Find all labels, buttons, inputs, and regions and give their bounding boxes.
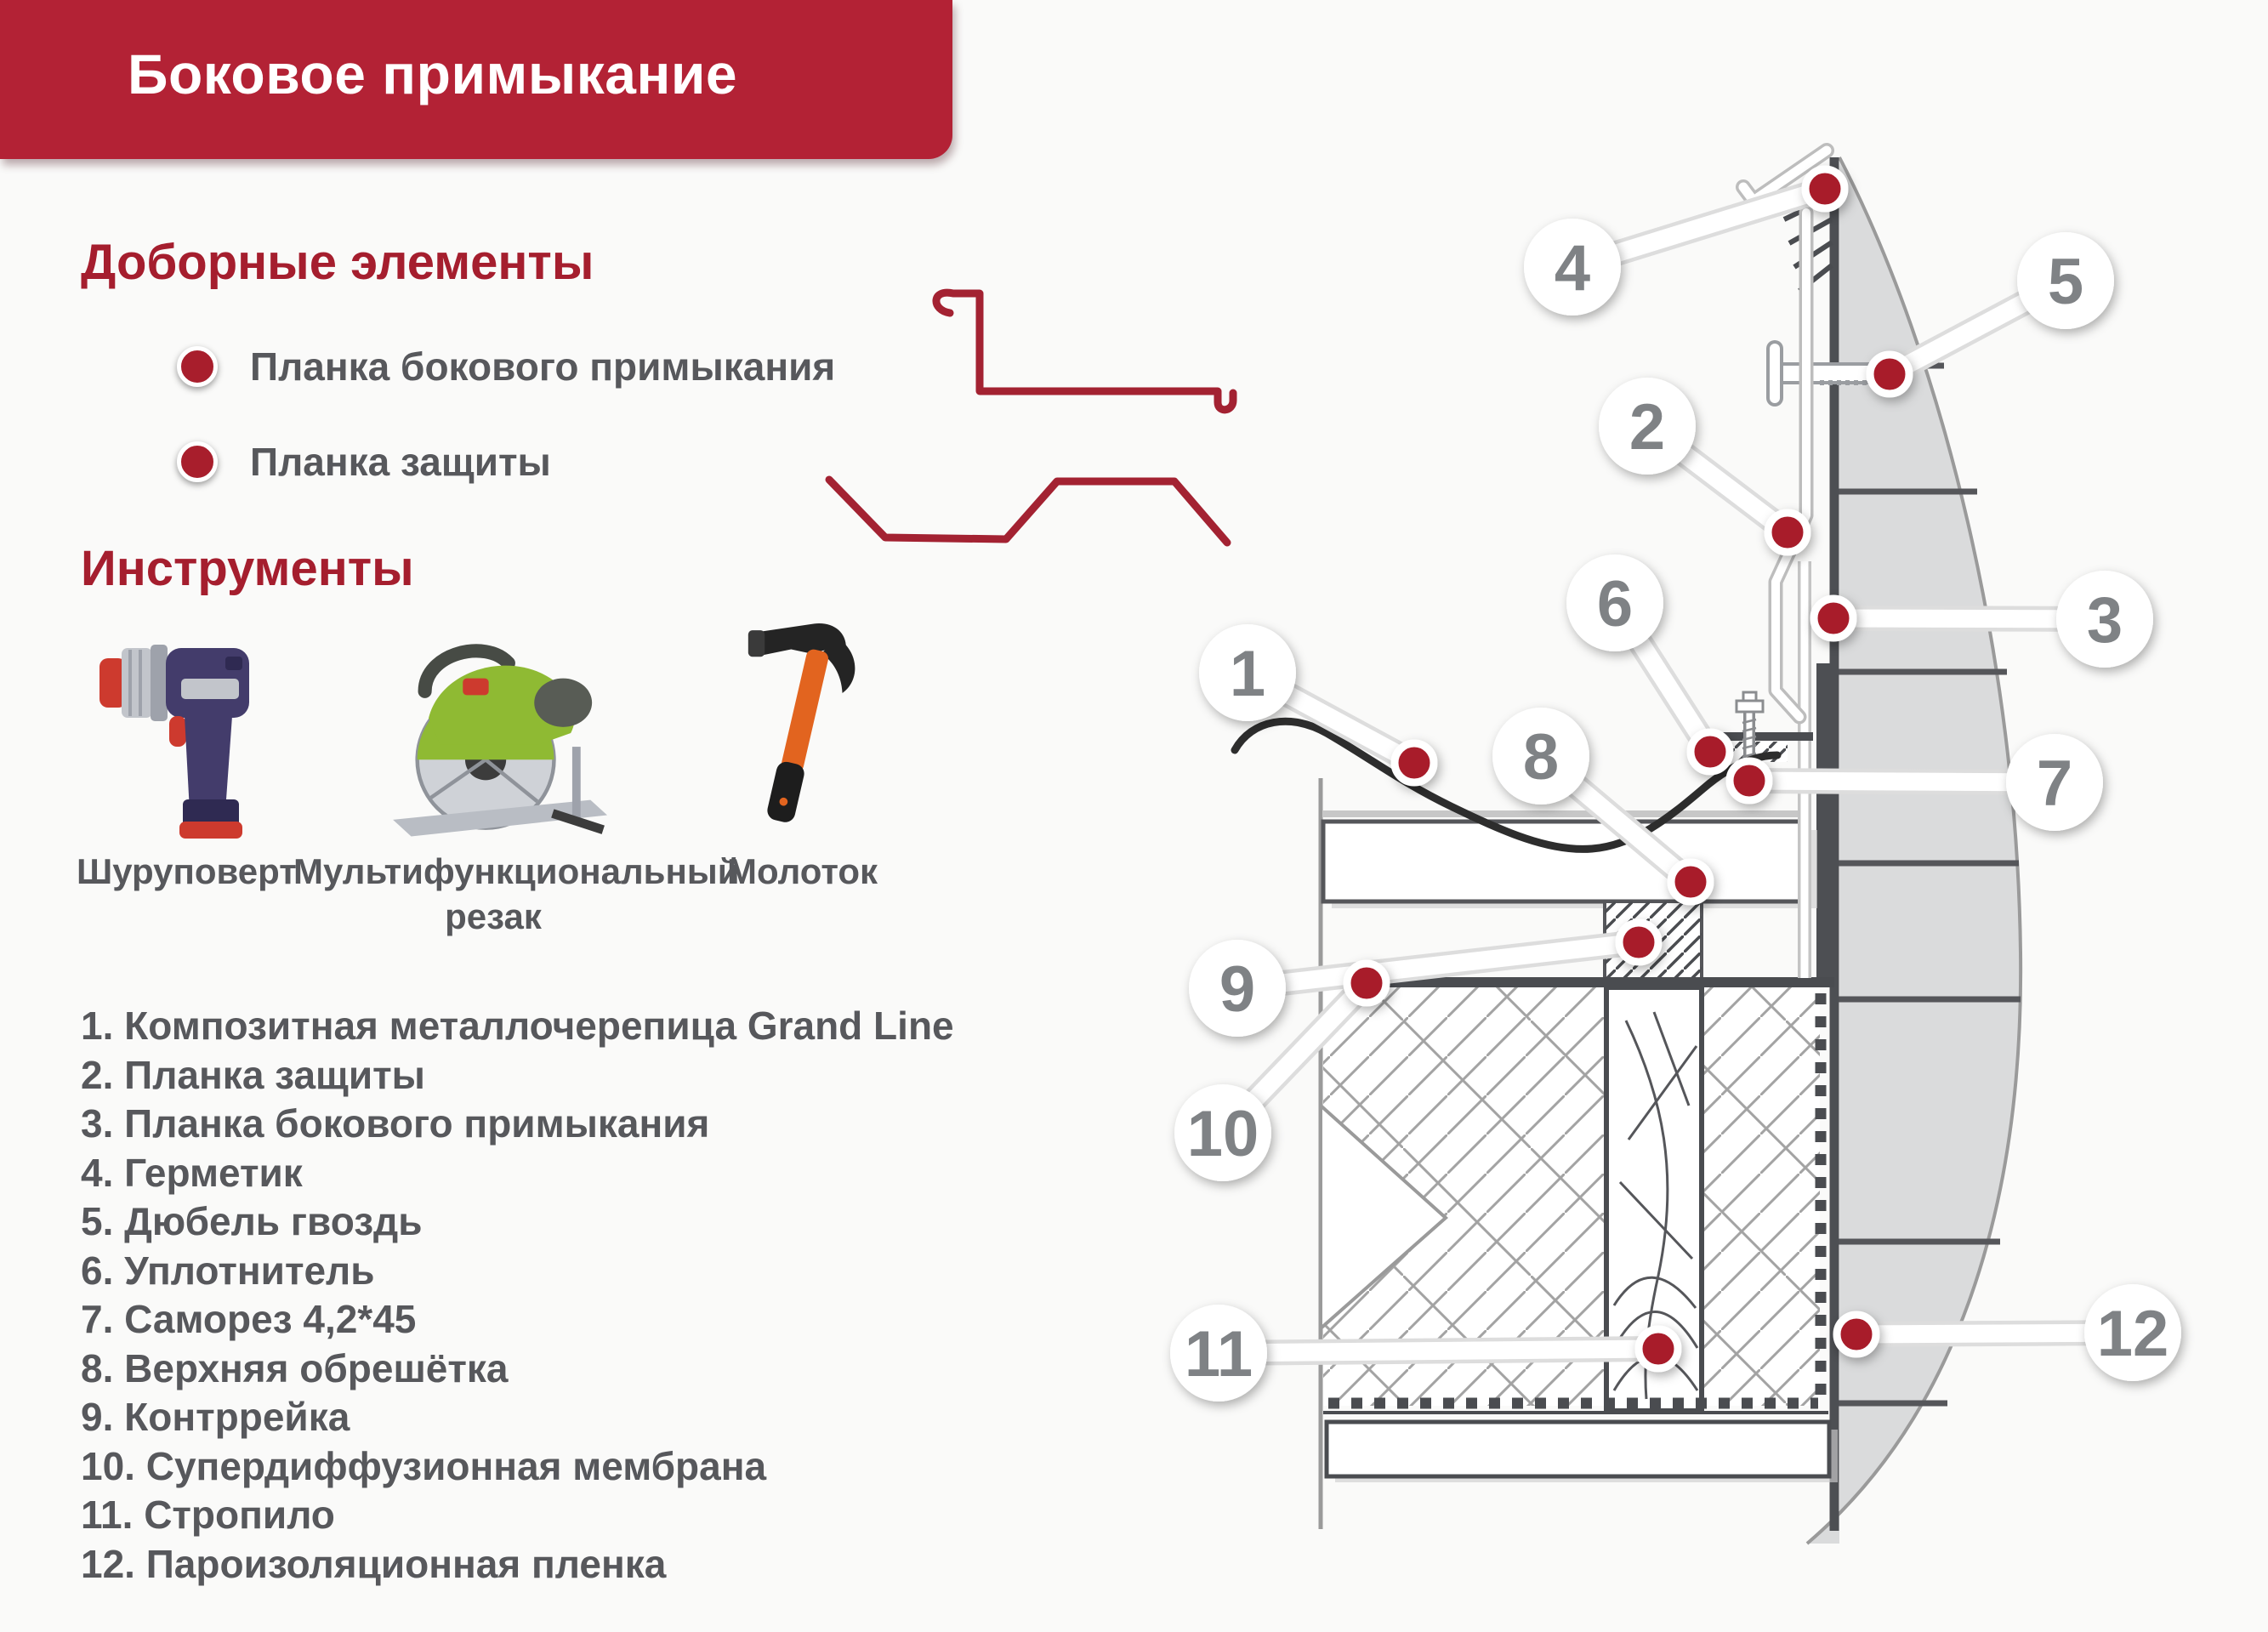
dot-4: [1805, 169, 1845, 208]
tool-label: Молоток: [727, 851, 878, 891]
callout-12: [2084, 1284, 2181, 1381]
top-batten: [1323, 822, 1809, 901]
legend-list: [81, 1002, 1127, 1589]
callout-number: 3: [2086, 584, 2123, 657]
element-item-label: Планка бокового примыкания: [250, 344, 836, 389]
callout-4: [1524, 219, 1621, 316]
callout-number: 11: [1184, 1318, 1253, 1390]
red-bullet-icon: [177, 346, 218, 387]
legend-item: 1. Композитная металлочерепица Grand Line: [81, 1004, 954, 1048]
legend-item: 12. Пароизоляционная пленка: [81, 1541, 667, 1586]
dot-10: [1347, 964, 1386, 1003]
tool-label: Шуруповерт: [77, 851, 297, 891]
bottom-board: [1327, 1422, 1829, 1476]
legend-item: 2. Планка защиты: [81, 1052, 425, 1097]
dot-9: [1619, 923, 1658, 962]
tool-label: Мультифункциональный резак: [293, 851, 740, 936]
dot-6: [1691, 732, 1730, 771]
callout-number: 4: [1554, 232, 1591, 304]
callout-7: [2006, 734, 2103, 831]
dot-2: [1768, 513, 1807, 552]
callout-8: [1492, 708, 1589, 805]
technical-diagram: [1148, 68, 2268, 1632]
callout-11: [1170, 1305, 1267, 1402]
dot-5: [1870, 355, 1909, 394]
callout-6: [1566, 554, 1663, 651]
section-title-elements: Доборные элементы: [81, 235, 594, 290]
callout-number: 1: [1229, 638, 1266, 710]
legend-item: 6. Уплотнитель: [81, 1248, 375, 1293]
dot-11: [1639, 1329, 1678, 1368]
callout-number: 12: [2096, 1298, 2169, 1370]
legend-item: 7. Саморез 4,2*45: [81, 1297, 417, 1341]
legend-item: 8. Верхняя обрешётка: [81, 1345, 509, 1390]
legend-item: 3. Планка бокового примыкания: [81, 1101, 710, 1146]
list-item: [177, 344, 835, 390]
dot-8: [1671, 862, 1710, 901]
page-header: [0, 0, 952, 159]
callout-number: 2: [1629, 391, 1666, 463]
red-bullet-icon: [177, 441, 218, 482]
list-item: [177, 439, 551, 485]
element-item-label: Планка защиты: [250, 440, 551, 484]
callout-number: 5: [2047, 246, 2084, 318]
callout-number: 8: [1522, 721, 1560, 793]
legend-item: 11. Стропило: [81, 1493, 335, 1537]
legend-item: 9. Контррейка: [81, 1395, 350, 1439]
callout-3: [2056, 571, 2153, 668]
callout-1: [1199, 624, 1296, 721]
dot-7: [1730, 761, 1769, 800]
callout-10: [1174, 1084, 1271, 1181]
drill-icon: [98, 606, 251, 844]
legend-item: 5. Дюбель гвоздь: [81, 1199, 423, 1243]
dot-1: [1395, 743, 1434, 782]
callout-9: [1189, 940, 1286, 1037]
circular-saw-icon: [361, 619, 625, 847]
page-title: Боковое примыкание: [128, 43, 738, 105]
dot-3: [1814, 599, 1853, 638]
hammer-icon: [733, 606, 869, 837]
legend-item: 10. Супердиффузионная мембрана: [81, 1443, 767, 1488]
dot-12: [1837, 1315, 1876, 1354]
legend-item: 4. Герметик: [81, 1150, 303, 1195]
callout-number: 9: [1219, 953, 1256, 1026]
wall-dark-trim: [1816, 663, 1834, 987]
callout-number: 7: [2036, 748, 2073, 820]
callout-2: [1599, 378, 1696, 475]
section-title-tools: Инструменты: [81, 541, 414, 596]
callout-number: 6: [1596, 568, 1634, 640]
callout-number: 10: [1186, 1098, 1259, 1170]
roof-assembly: [1313, 778, 1838, 1529]
callout-5: [2017, 232, 2114, 329]
